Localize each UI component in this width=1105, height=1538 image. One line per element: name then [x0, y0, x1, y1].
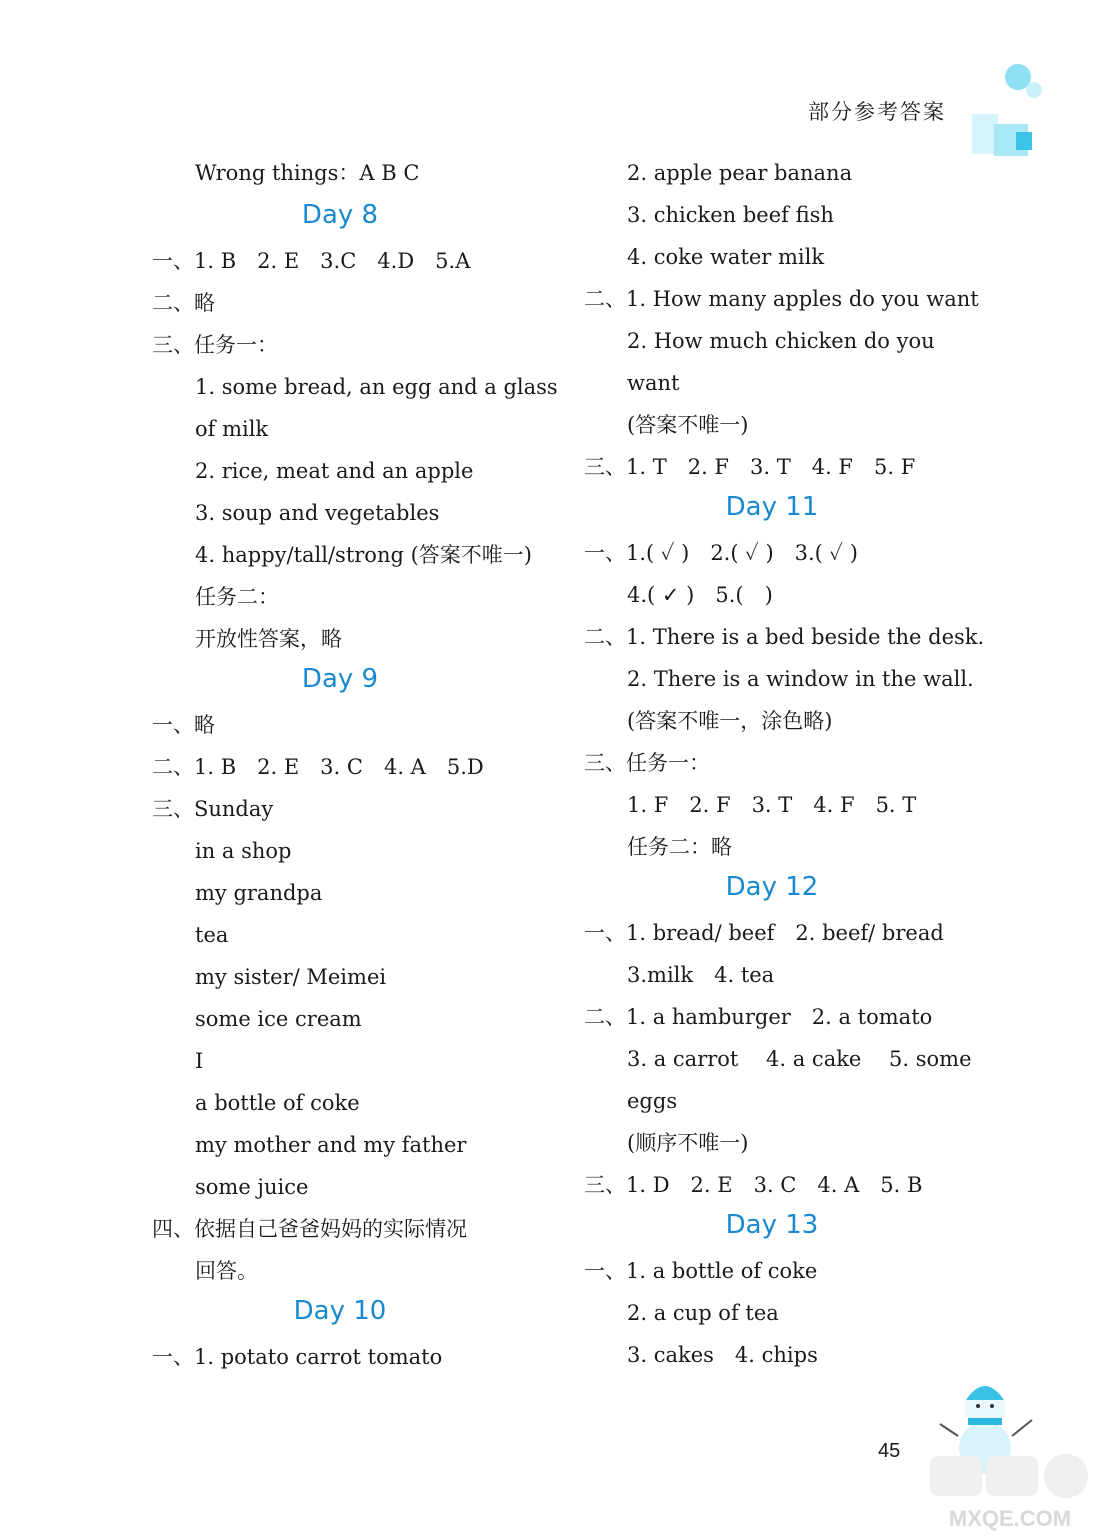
answer-line: want: [627, 371, 680, 395]
answer-line: 二、1. B 2. E 3. C 4. A 5.D: [152, 755, 484, 779]
answer-line: 3. a carrot 4. a cake 5. some: [627, 1047, 972, 1071]
answer-line: some juice: [195, 1175, 309, 1199]
answer-line: 开放性答案，略: [195, 627, 342, 651]
answer-line: 三、Sunday: [152, 797, 274, 821]
answer-line: 一、1. B 2. E 3.C 4.D 5.A: [152, 249, 471, 273]
answer-line: 2. There is a window in the wall.: [627, 667, 974, 691]
decorative-cubes-icon: [968, 62, 1048, 162]
answer-line: some ice cream: [195, 1007, 362, 1031]
page-number: 45: [878, 1440, 901, 1462]
answer-line: 1. F 2. F 3. T 4. F 5. T: [627, 793, 917, 817]
day-heading: Day 8: [301, 200, 379, 230]
answer-line: 四、依据自己爸爸妈妈的实际情况: [152, 1217, 467, 1241]
answer-line: 回答。: [195, 1259, 258, 1283]
answer-line: Wrong things：A B C: [195, 161, 420, 185]
answer-line: 一、1. potato carrot tomato: [152, 1345, 443, 1369]
day-heading: Day 12: [725, 872, 819, 902]
answer-line: 3. chicken beef fish: [627, 203, 834, 227]
answer-line: eggs: [627, 1089, 678, 1113]
watermark: [920, 1450, 1100, 1534]
answer-line: 2. apple pear banana: [627, 161, 853, 185]
answer-line: a bottle of coke: [195, 1091, 360, 1115]
answer-line: 二、1. How many apples do you want: [584, 287, 979, 311]
answer-line: (答案不唯一，涂色略): [627, 709, 833, 733]
answer-line: I: [195, 1049, 204, 1073]
answer-line: 一、1. a bottle of coke: [584, 1259, 818, 1283]
answer-line: (答案不唯一): [627, 413, 749, 437]
answer-line: 4.( ✓ ) 5.( ): [627, 583, 773, 607]
page-header-title: 部分参考答案: [808, 100, 946, 124]
answer-line: 1. some bread, an egg and a glass: [195, 375, 558, 399]
answer-line: 三、1. D 2. E 3. C 4. A 5. B: [584, 1173, 923, 1197]
answer-line: tea: [195, 923, 229, 947]
answer-line: 3. soup and vegetables: [195, 501, 440, 525]
answer-line: 二、1. a hamburger 2. a tomato: [584, 1005, 933, 1029]
answer-line: 2. How much chicken do you: [627, 329, 935, 353]
answer-line: 任务二：略: [627, 835, 732, 859]
answer-line: 一、1. bread/ beef 2. beef/ bread: [584, 921, 944, 945]
answer-line: 3.milk 4. tea: [627, 963, 775, 987]
watermark-logo-icon: [920, 1450, 1100, 1534]
answer-line: 二、1. There is a bed beside the desk.: [584, 625, 985, 649]
answer-line: 三、任务一：: [584, 751, 710, 775]
answer-line: 4. happy/tall/strong (答案不唯一): [195, 543, 532, 567]
answer-line: 一、略: [152, 713, 215, 737]
answer-line: 任务二：: [195, 585, 279, 609]
answer-line: (顺序不唯一): [627, 1131, 749, 1155]
answer-line: 4. coke water milk: [627, 245, 825, 269]
watermark-text: MXQE.COM: [948, 1506, 1072, 1531]
answer-line: 三、任务一：: [152, 333, 278, 357]
answer-line: 3. cakes 4. chips: [627, 1343, 818, 1367]
answer-line: 2. rice, meat and an apple: [195, 459, 474, 483]
day-heading: Day 11: [725, 492, 819, 522]
answer-line: my mother and my father: [195, 1133, 467, 1157]
answer-line: of milk: [195, 417, 269, 441]
answer-line: 一、1.( ✓ ) 2.( ✓ ) 3.( ✓ ): [584, 541, 858, 565]
answer-line: my sister/ Meimei: [195, 965, 387, 989]
answer-line: 二、略: [152, 291, 215, 315]
day-heading: Day 9: [301, 664, 379, 694]
answer-line: my grandpa: [195, 881, 323, 905]
answer-line: 2. a cup of tea: [627, 1301, 779, 1325]
day-heading: Day 10: [293, 1296, 387, 1326]
day-heading: Day 13: [725, 1210, 819, 1240]
answer-line: in a shop: [195, 839, 292, 863]
answer-line: 三、1. T 2. F 3. T 4. F 5. F: [584, 455, 916, 479]
